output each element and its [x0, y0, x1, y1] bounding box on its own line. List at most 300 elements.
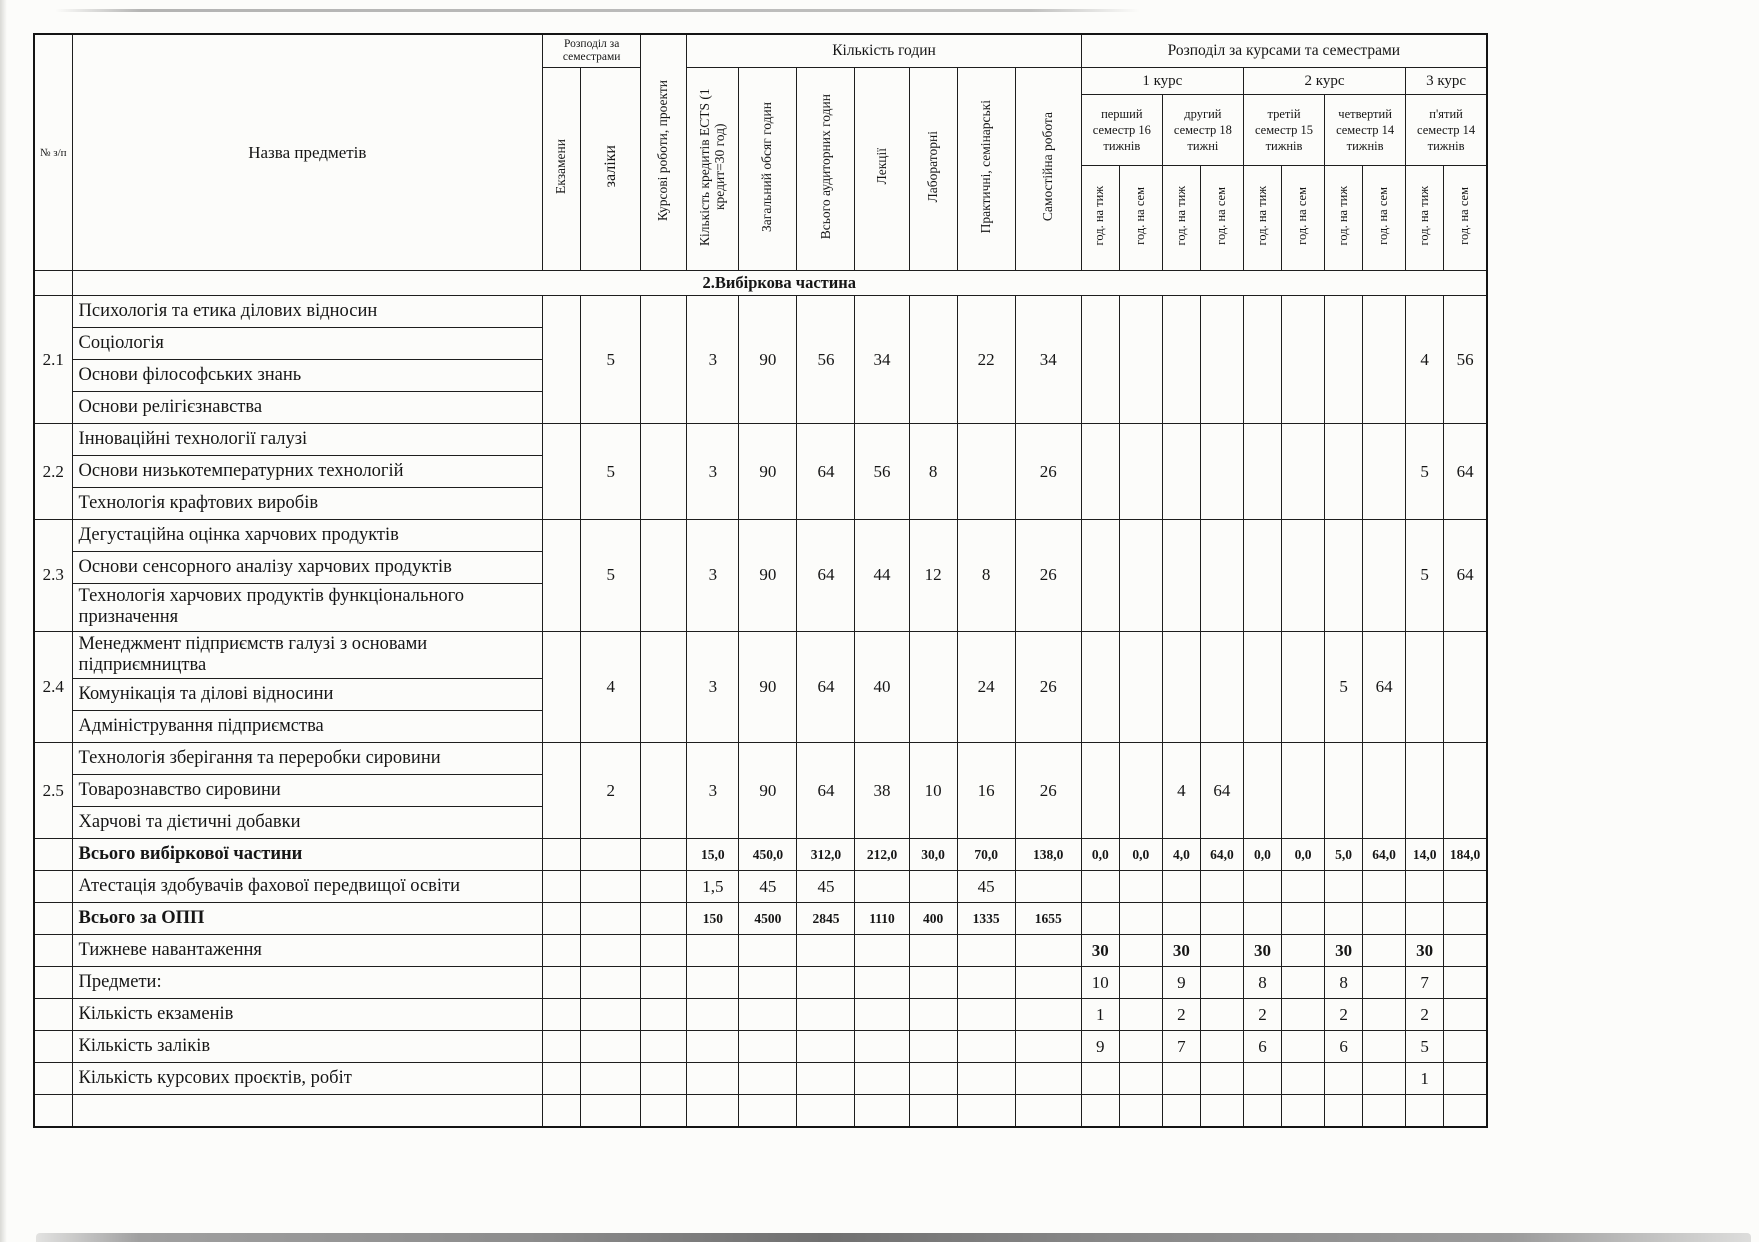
group-number: 2.1	[34, 296, 72, 424]
col-header-hours-per-semester	[1282, 166, 1325, 271]
col-header-hours-per-week	[1406, 166, 1444, 271]
empty-cell	[1081, 631, 1119, 743]
summary-label: Атестація здобувачів фахової передвищої освіти	[72, 871, 543, 903]
row-number-cell	[34, 1095, 72, 1128]
coursework-cell	[641, 631, 687, 743]
labs-label: Лабораторні	[924, 130, 940, 203]
empty-cell	[1282, 1031, 1325, 1063]
ects-credits-label: Кількість кредитів ECTS (1 кредит=30 год)	[696, 87, 727, 246]
empty-cell	[1243, 1095, 1281, 1128]
semester-cell: 5	[1406, 424, 1444, 520]
coursework-cell	[641, 1095, 687, 1128]
empty-cell	[1119, 903, 1162, 935]
subject-cell: Комунікація та ділові відносини	[72, 679, 543, 711]
empty-cell	[1325, 743, 1363, 839]
col-header-zaliky	[581, 68, 641, 271]
semester-cell: 30	[1325, 935, 1363, 967]
empty-cell	[1325, 1095, 1363, 1128]
empty-cell	[1406, 631, 1444, 743]
empty-cell	[1363, 424, 1406, 520]
empty-cell	[1015, 1031, 1081, 1063]
summary-label: Кількість курсових проєктів, робіт	[72, 1063, 543, 1095]
exams-cell	[543, 520, 581, 632]
empty-cell	[1325, 871, 1363, 903]
summary-label: Всього вибіркової частини	[72, 839, 543, 871]
empty-cell	[1282, 903, 1325, 935]
empty-cell	[687, 1095, 739, 1128]
zalik-cell: 4	[581, 631, 641, 743]
semester-cell: 4	[1406, 296, 1444, 424]
hours-cell: 40	[855, 631, 909, 743]
empty-cell	[855, 999, 909, 1031]
col-header-semester-4: четвертий семестр 14 тижнів	[1325, 95, 1406, 166]
hours-cell: 22	[957, 296, 1015, 424]
semester-cell: 5	[1406, 1031, 1444, 1063]
exams-cell	[543, 967, 581, 999]
empty-cell	[1081, 296, 1119, 424]
summary-label: Предмети:	[72, 967, 543, 999]
empty-cell	[739, 1031, 797, 1063]
section-row	[34, 271, 1487, 296]
subject-row	[34, 424, 1487, 456]
subject-row	[34, 520, 1487, 552]
empty-cell	[909, 1095, 957, 1128]
per-sem-label: год. на сем	[1376, 186, 1391, 245]
group-number: 2.5	[34, 743, 72, 839]
summary-row	[34, 903, 1487, 935]
exams-cell	[543, 839, 581, 871]
empty-cell	[1162, 903, 1200, 935]
summary-row	[34, 1095, 1487, 1128]
empty-cell	[739, 999, 797, 1031]
empty-cell	[1406, 743, 1444, 839]
empty-cell	[855, 1063, 909, 1095]
subject-row	[34, 631, 1487, 679]
empty-cell	[1444, 999, 1487, 1031]
empty-cell	[909, 999, 957, 1031]
semester-cell: 5,0	[1325, 839, 1363, 871]
empty-cell	[687, 1031, 739, 1063]
empty-cell	[1363, 520, 1406, 632]
zalik-cell	[581, 903, 641, 935]
semester-cell: 30	[1406, 935, 1444, 967]
hours-cell: 26	[1015, 424, 1081, 520]
per-sem-label: год. на сем	[1295, 186, 1310, 245]
exams-cell	[543, 1031, 581, 1063]
per-week-label: год. на тиж	[1173, 185, 1188, 246]
empty-cell	[909, 296, 957, 424]
semester-cell: 8	[1243, 967, 1281, 999]
empty-cell	[1444, 967, 1487, 999]
empty-cell	[1200, 1031, 1243, 1063]
semester-cell: 1	[1406, 1063, 1444, 1095]
hours-cell: 34	[1015, 296, 1081, 424]
col-header-labs	[909, 68, 957, 271]
semester-cell: 4,0	[1162, 839, 1200, 871]
col-header-lectures	[855, 68, 909, 271]
empty-cell	[1015, 967, 1081, 999]
exams-cell	[543, 631, 581, 743]
exams-cell	[543, 743, 581, 839]
group-number: 2.2	[34, 424, 72, 520]
lectures-label: Лекції	[873, 148, 889, 185]
empty-cell	[739, 1063, 797, 1095]
zalik-cell	[581, 1063, 641, 1095]
semester-cell: 5	[1325, 631, 1363, 743]
empty-cell	[1325, 424, 1363, 520]
empty-cell	[1119, 1063, 1162, 1095]
hours-cell: 64	[797, 424, 855, 520]
hours-cell: 26	[1015, 520, 1081, 632]
zalik-cell: 5	[581, 424, 641, 520]
hours-cell: 56	[855, 424, 909, 520]
hours-cell: 38	[855, 743, 909, 839]
exams-label: Екзамени	[553, 139, 569, 194]
subject-row	[34, 296, 1487, 328]
subject-cell: Основи сенсорного аналізу харчових продуктів	[72, 552, 543, 584]
hours-cell: 3	[687, 631, 739, 743]
empty-cell	[1406, 903, 1444, 935]
per-week-label: год. на тиж	[1254, 185, 1269, 246]
empty-cell	[1325, 520, 1363, 632]
empty-cell	[1444, 935, 1487, 967]
empty-cell	[1282, 871, 1325, 903]
col-header-subjects: Назва предметів	[72, 34, 543, 271]
col-header-semester-5: п'ятий семестр 14 тижнів	[1406, 95, 1487, 166]
zalik-cell	[581, 967, 641, 999]
col-header-course-2: 2 курс	[1243, 68, 1405, 95]
semester-cell: 7	[1162, 1031, 1200, 1063]
col-header-coursework	[641, 34, 687, 271]
col-header-semester-distribution: Розподіл за семестрами	[543, 34, 641, 68]
hours-cell: 90	[739, 743, 797, 839]
empty-cell	[1200, 903, 1243, 935]
summary-label: Всього за ОПП	[72, 903, 543, 935]
coursework-cell	[641, 743, 687, 839]
row-number-cell	[34, 839, 72, 871]
empty-cell	[909, 631, 957, 743]
semester-cell: 30	[1081, 935, 1119, 967]
empty-cell	[1406, 1095, 1444, 1128]
empty-cell	[1282, 1063, 1325, 1095]
empty-cell	[1200, 1095, 1243, 1128]
subject-cell: Основи філософських знань	[72, 360, 543, 392]
hours-cell: 8	[957, 520, 1015, 632]
scan-artifact-top-line	[55, 9, 1140, 12]
hours-cell: 45	[739, 871, 797, 903]
coursework-cell	[641, 1063, 687, 1095]
empty-cell	[1282, 999, 1325, 1031]
subject-cell: Соціологія	[72, 328, 543, 360]
zalik-cell	[581, 1095, 641, 1128]
empty-cell	[1282, 296, 1325, 424]
hours-cell: 1655	[1015, 903, 1081, 935]
curriculum-table	[33, 33, 1488, 1128]
empty-cell	[1243, 871, 1281, 903]
col-header-semester-2: другий семестр 18 тижні	[1162, 95, 1243, 166]
empty-cell	[855, 1095, 909, 1128]
semester-cell: 0,0	[1282, 839, 1325, 871]
hours-cell: 10	[909, 743, 957, 839]
summary-row	[34, 967, 1487, 999]
subject-cell: Харчові та дієтичні добавки	[72, 807, 543, 839]
col-header-row-number: № з/п	[34, 34, 72, 271]
empty-cell	[1200, 520, 1243, 632]
empty-cell	[1200, 424, 1243, 520]
section-title: 2.Вибіркова частина	[72, 271, 1487, 296]
coursework-cell	[641, 1031, 687, 1063]
subject-cell: Технологія харчових продуктів функціонального призначення	[72, 584, 543, 632]
empty-cell	[1119, 743, 1162, 839]
semester-cell: 6	[1243, 1031, 1281, 1063]
exams-cell	[543, 1063, 581, 1095]
hours-cell: 64	[797, 743, 855, 839]
zalik-cell: 5	[581, 520, 641, 632]
semester-cell: 9	[1162, 967, 1200, 999]
empty-cell	[797, 1063, 855, 1095]
exams-cell	[543, 1095, 581, 1128]
empty-cell	[1444, 1095, 1487, 1128]
empty-cell	[1282, 631, 1325, 743]
empty-cell	[909, 967, 957, 999]
empty-cell	[1363, 743, 1406, 839]
semester-cell: 2	[1162, 999, 1200, 1031]
zalik-cell	[581, 871, 641, 903]
row-number-cell	[34, 935, 72, 967]
empty-cell	[1015, 871, 1081, 903]
scan-artifact-left-edge	[0, 0, 7, 1242]
semester-cell: 64,0	[1200, 839, 1243, 871]
empty-cell	[1282, 520, 1325, 632]
summary-label: Кількість екзаменів	[72, 999, 543, 1031]
coursework-cell	[641, 839, 687, 871]
subject-cell: Товарознавство сировини	[72, 775, 543, 807]
empty-cell	[1363, 967, 1406, 999]
empty-cell	[1015, 1063, 1081, 1095]
empty-cell	[1243, 903, 1281, 935]
hours-cell: 26	[1015, 743, 1081, 839]
col-header-course-distribution: Розподіл за курсами та семестрами	[1081, 34, 1487, 68]
empty-cell	[1119, 424, 1162, 520]
empty-cell	[1015, 935, 1081, 967]
col-header-self-study	[1015, 68, 1081, 271]
empty-cell	[957, 424, 1015, 520]
empty-cell	[1444, 631, 1487, 743]
zaliky-label: заліки	[601, 145, 619, 188]
semester-cell: 0,0	[1243, 839, 1281, 871]
summary-row	[34, 935, 1487, 967]
summary-label	[72, 1095, 543, 1128]
empty-cell	[797, 935, 855, 967]
summary-row	[34, 1063, 1487, 1095]
row-number-cell	[34, 871, 72, 903]
empty-cell	[1363, 1063, 1406, 1095]
empty-cell	[1282, 935, 1325, 967]
hours-cell: 400	[909, 903, 957, 935]
coursework-cell	[641, 999, 687, 1031]
semester-cell: 4	[1162, 743, 1200, 839]
empty-cell	[1015, 999, 1081, 1031]
per-week-label: год. на тиж	[1416, 185, 1431, 246]
empty-cell	[1200, 296, 1243, 424]
col-header-exams	[543, 68, 581, 271]
hours-cell: 64	[797, 631, 855, 743]
col-header-hours-per-week	[1243, 166, 1281, 271]
empty-cell	[1200, 967, 1243, 999]
subject-cell: Основи релігієзнавства	[72, 392, 543, 424]
semester-cell: 8	[1325, 967, 1363, 999]
hours-cell: 90	[739, 631, 797, 743]
empty-cell	[739, 967, 797, 999]
empty-cell	[1363, 935, 1406, 967]
row-number-cell	[34, 1063, 72, 1095]
per-sem-label: год. на сем	[1457, 186, 1472, 245]
col-header-hours-per-semester	[1444, 166, 1487, 271]
group-number: 2.3	[34, 520, 72, 632]
empty-cell	[687, 1063, 739, 1095]
summary-row	[34, 999, 1487, 1031]
exams-cell	[543, 999, 581, 1031]
empty-cell	[1444, 1063, 1487, 1095]
subject-cell: Адміністрування підприємства	[72, 711, 543, 743]
empty-cell	[739, 935, 797, 967]
hours-cell: 312,0	[797, 839, 855, 871]
empty-cell	[1243, 1063, 1281, 1095]
hours-cell: 1335	[957, 903, 1015, 935]
practical-label: Практичні, семінарські	[977, 99, 993, 234]
hours-cell: 56	[797, 296, 855, 424]
empty-cell	[1363, 871, 1406, 903]
empty-cell	[1444, 743, 1487, 839]
empty-cell	[1200, 631, 1243, 743]
hours-cell: 3	[687, 520, 739, 632]
empty-cell	[855, 967, 909, 999]
semester-cell: 64	[1363, 631, 1406, 743]
empty-cell	[1444, 871, 1487, 903]
empty-cell	[1119, 1095, 1162, 1128]
coursework-cell	[641, 296, 687, 424]
semester-cell: 10	[1081, 967, 1119, 999]
empty-cell	[957, 1063, 1015, 1095]
empty-cell	[1119, 631, 1162, 743]
col-header-semester-3: третій семестр 15 тижнів	[1243, 95, 1324, 166]
col-header-hours-per-semester	[1363, 166, 1406, 271]
exams-cell	[543, 903, 581, 935]
semester-cell: 56	[1444, 296, 1487, 424]
summary-row	[34, 871, 1487, 903]
per-sem-label: год. на сем	[1214, 186, 1229, 245]
semester-cell: 64	[1444, 520, 1487, 632]
empty-cell	[1406, 871, 1444, 903]
semester-cell: 30	[1162, 935, 1200, 967]
summary-label: Тижневе навантаження	[72, 935, 543, 967]
subject-cell: Інноваційні технології галузі	[72, 424, 543, 456]
row-number-cell	[34, 1031, 72, 1063]
col-header-practical	[957, 68, 1015, 271]
empty-cell	[687, 999, 739, 1031]
empty-cell	[1243, 424, 1281, 520]
empty-cell	[1162, 424, 1200, 520]
semester-cell: 64,0	[1363, 839, 1406, 871]
exams-cell	[543, 296, 581, 424]
hours-cell: 138,0	[1015, 839, 1081, 871]
hours-cell: 34	[855, 296, 909, 424]
semester-cell: 64	[1444, 424, 1487, 520]
semester-cell: 7	[1406, 967, 1444, 999]
empty-cell	[1081, 743, 1119, 839]
col-header-classroom-hours	[797, 68, 855, 271]
col-header-hours-per-week	[1162, 166, 1200, 271]
empty-cell	[1282, 967, 1325, 999]
hours-cell: 3	[687, 296, 739, 424]
empty-cell	[957, 999, 1015, 1031]
empty-cell	[1200, 1063, 1243, 1095]
semester-cell: 6	[1325, 1031, 1363, 1063]
subject-row	[34, 743, 1487, 775]
row-number-cell	[34, 271, 72, 296]
semester-cell: 9	[1081, 1031, 1119, 1063]
semester-cell: 30	[1243, 935, 1281, 967]
empty-cell	[1200, 999, 1243, 1031]
hours-cell: 15,0	[687, 839, 739, 871]
empty-cell	[797, 1095, 855, 1128]
semester-cell: 2	[1325, 999, 1363, 1031]
per-week-label: год. на тиж	[1335, 185, 1350, 246]
empty-cell	[1119, 871, 1162, 903]
zalik-cell	[581, 999, 641, 1031]
hours-cell: 90	[739, 296, 797, 424]
row-number-cell	[34, 999, 72, 1031]
hours-cell: 45	[957, 871, 1015, 903]
empty-cell	[1162, 520, 1200, 632]
empty-cell	[1162, 296, 1200, 424]
subject-cell: Основи низькотемпературних технологій	[72, 456, 543, 488]
semester-cell: 2	[1243, 999, 1281, 1031]
zalik-cell	[581, 935, 641, 967]
hours-cell: 150	[687, 903, 739, 935]
col-header-ects-credits	[687, 68, 739, 271]
empty-cell	[909, 935, 957, 967]
empty-cell	[1444, 1031, 1487, 1063]
scan-artifact-bottom-smudge	[36, 1233, 1751, 1242]
empty-cell	[1015, 1095, 1081, 1128]
semester-cell: 64	[1200, 743, 1243, 839]
hours-cell: 64	[797, 520, 855, 632]
exams-cell	[543, 871, 581, 903]
empty-cell	[909, 1031, 957, 1063]
hours-cell: 212,0	[855, 839, 909, 871]
empty-cell	[1162, 1063, 1200, 1095]
empty-cell	[1243, 631, 1281, 743]
empty-cell	[797, 999, 855, 1031]
hours-cell: 4500	[739, 903, 797, 935]
semester-cell: 14,0	[1406, 839, 1444, 871]
empty-cell	[1325, 1063, 1363, 1095]
row-number-cell	[34, 903, 72, 935]
hours-cell: 1110	[855, 903, 909, 935]
empty-cell	[1081, 1063, 1119, 1095]
empty-cell	[1081, 871, 1119, 903]
hours-cell: 3	[687, 743, 739, 839]
zalik-cell	[581, 839, 641, 871]
col-header-hours-per-semester	[1200, 166, 1243, 271]
empty-cell	[855, 871, 909, 903]
hours-cell: 2845	[797, 903, 855, 935]
hours-cell: 30,0	[909, 839, 957, 871]
per-sem-label: год. на сем	[1132, 186, 1147, 245]
col-header-hours-per-week	[1081, 166, 1119, 271]
empty-cell	[909, 871, 957, 903]
